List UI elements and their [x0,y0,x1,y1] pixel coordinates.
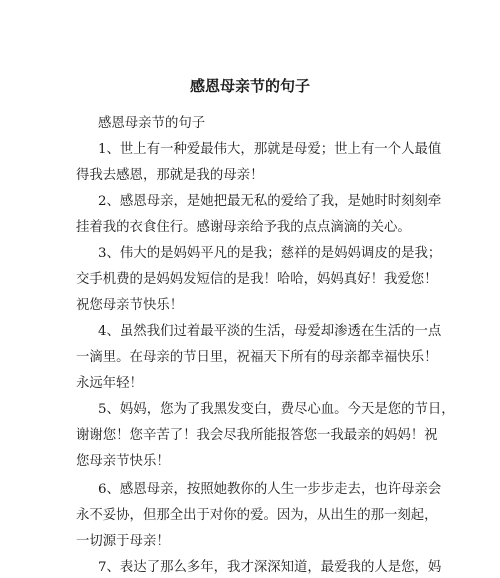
paragraph-line: 永不妥协，但那全出于对你的爱。因为，从出生的那一刻起， [76,508,438,523]
paragraph-line: 谢谢您！您辛苦了！我会尽我所能报答您一我最亲的妈妈！祝 [76,428,438,443]
paragraph-line: 5、妈妈，您为了我黑发变白，费尽心血。今天是您的节日， [98,402,455,417]
paragraph-line: 一滴里。在母亲的节日里，祝福天下所有的母亲都幸福快乐！ [76,350,438,365]
paragraph-line: 6、感恩母亲，按照她教你的人生一步步走去，也许母亲会 [98,482,442,497]
paragraph-line: 2、感恩母亲，是她把最无私的爱给了我，是她时时刻刻牵 [98,194,442,209]
page-title: 感恩母亲节的句子 [189,77,310,95]
paragraph-line: 挂着我的衣食住行。感谢母亲给予我的点点滴滴的关心。 [76,220,411,235]
paragraph-line: 您母亲节快乐！ [76,454,170,469]
paragraph-line: 一切源于母亲！ [76,534,170,549]
paragraph-line: 3、伟大的是妈妈平凡的是我；慈祥的是妈妈调皮的是我； [98,246,442,261]
paragraph-line: 祝您母亲节快乐！ [76,298,184,313]
paragraph-line-cut: 7、表达了那么多年，我才深深知道，最爱我的人是您，妈 [98,560,442,575]
paragraph-line: 得我去感恩，那就是我的母亲！ [76,168,264,183]
paragraph-line: 1、世上有一种爱最伟大，那就是母爱；世上有一个人最值 [98,142,442,157]
paragraph-line: 交手机费的是妈妈发短信的是我！哈哈，妈妈真好！我爱您！ [76,272,438,287]
paragraph-line: 4、虽然我们过着最平淡的生活，母爱却渗透在生活的一点 [98,324,442,339]
paragraph-line: 永远年轻！ [76,376,143,391]
subtitle-line: 感恩母亲节的句子 [98,116,206,131]
